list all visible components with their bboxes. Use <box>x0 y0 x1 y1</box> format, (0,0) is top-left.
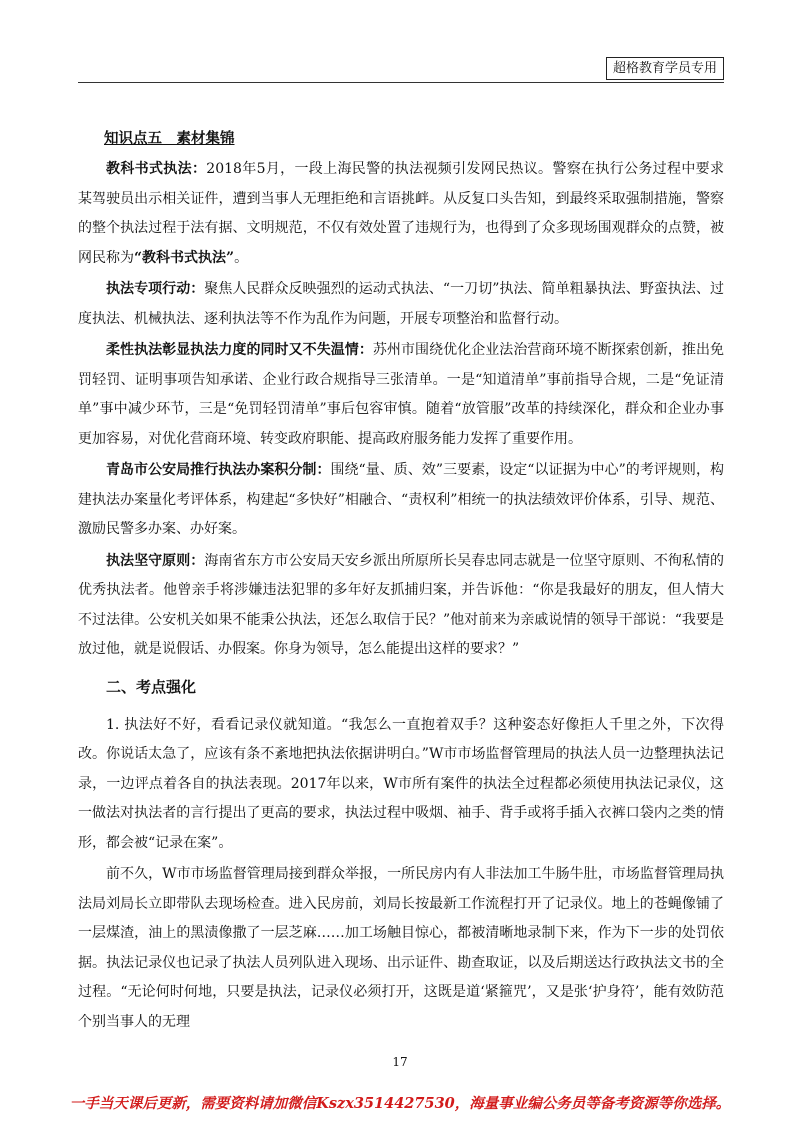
material-item-label: 执法坚守原则： <box>106 552 205 569</box>
page-content <box>78 128 724 1039</box>
material-item-text: 苏州市围绕优化企业法治营商环境不断探索创新，推出免罚轻罚、证明事项告知承诺、企业行政合规指导三张清单。一是“知道清单”事前指导合规，二是“免证清单”事中减少环节，三是“免罚轻罚清单”事后包容审慎。随着“放管服”改革的持续深化，群众和企业办事更加容易，对优化营商环境、转变政府职能、提高政府服务能力发挥了重要作用。 <box>78 342 725 447</box>
material-item-text: 海南省东方市公安局天安乡派出所原所长吴春忠同志就是一位坚守原则、不徇私情的优秀执法者。他曾亲手将涉嫌违法犯罪的多年好友抓捕归案，并告诉他：“你是我最好的朋友，但人情大不过法律。公安机关如果不能秉公执法，还怎么取信于民？”他对前来为亲戚说情的领导干部说：“我要是放过他，就是说假话、办假案。你身为领导，怎么能提出这样的要求？” <box>78 552 725 657</box>
material-item-text: 聚焦人民群众反映强烈的运动式执法、“一刀切”执法、简单粗暴执法、野蛮执法、过度执法、机械执法、逐利执法等不作为乱作为问题，开展专项整治和监督行动。 <box>78 281 725 327</box>
material-item-label: 青岛市公安局推行执法办案积分制： <box>106 462 331 478</box>
material-item-tail: 。 <box>234 249 249 266</box>
material-item <box>78 456 724 545</box>
material-item-text: 2018年5月，一段上海民警的执法视频引发网民热议。警察在执行公务过程中要求某驾驶员出示相关证件，遭到当事人无理拒绝和言语挑衅。从反复口头告知，到最终采取强制措施，警察的整个执法过程于法有据、文明规范，不仅有效处置了违规行为，也得到了众多现场围观群众的点赞，被网民称为 <box>78 161 724 266</box>
material-item-label: 执法专项行动： <box>106 281 205 297</box>
header-label: 超格教育学员专用 <box>606 57 724 80</box>
material-item-highlight: “教科书式执法” <box>134 249 235 266</box>
exam-paragraph: 前不久，W市市场监督管理局接到群众举报，一所民房内有人非法加工牛肠牛肚，市场监督管理局执法局刘局长立即带队去现场检查。进入民房前，刘局长按最新工作流程打开了记录仪。地上的苍蝇像铺了一层煤渣，油上的黑渍像撒了一层芝麻……加工场触目惊心，都被清晰地录制下来，作为下一步的处罚依据。执法记录仪也记录了执法人员列队进入现场、出示证件、勘查取证，以及后期送达行政执法文书的全过程。“无论何时何地，只要是执法，记录仪必须打开，这既是道‘紧箍咒’，又是张‘护身符’，能有效防范个别当事人的无理 <box>78 866 724 1030</box>
material-item <box>78 547 724 665</box>
material-item-text: 围绕“量、质、效”三要素，设定“以证据为中心”的考评规则，构建执法办案量化考评体系，构建起“多快好”相融合、“责权利”相统一的执法绩效评价体系，引导、规范、激励民警多办案、办好案。 <box>78 462 724 537</box>
exam-paragraph: 1. 执法好不好，看看记录仪就知道。“我怎么一直抱着双手？这种姿态好像拒人千里之外，下次得改。你说话太急了，应该有条不紊地把执法依据讲明白。”W市市场监督管理局的执法人员一边整理执法记录，一边评点着各自的执法表现。2017年以来，W市所有案件的执法全过程都必须使用执法记录仪，这一做法对执法者的言行提出了更高的要求，执法过程中吸烟、袖手、背手或将手插入衣裤口袋内之类的情形，都会被“记录在案”。 <box>78 716 724 851</box>
section-title-knowledge-5: 知识点五 素材集锦 <box>104 130 235 147</box>
material-item <box>78 155 724 273</box>
material-item <box>78 336 724 454</box>
section-title-exam-points: 二、考点强化 <box>106 677 197 696</box>
footer-promo-note: 一手当天课后更新，需要资料请加微信Kszx3514427530，海量事业编公务员等备考资源等你选择。 <box>69 1095 731 1112</box>
page-number: 17 <box>392 1055 408 1069</box>
material-item-label: 柔性执法彰显执法力度的同时又不失温情： <box>106 342 373 358</box>
header-divider <box>78 82 724 83</box>
material-item-label: 教科书式执法： <box>106 161 207 177</box>
material-item <box>78 275 724 334</box>
